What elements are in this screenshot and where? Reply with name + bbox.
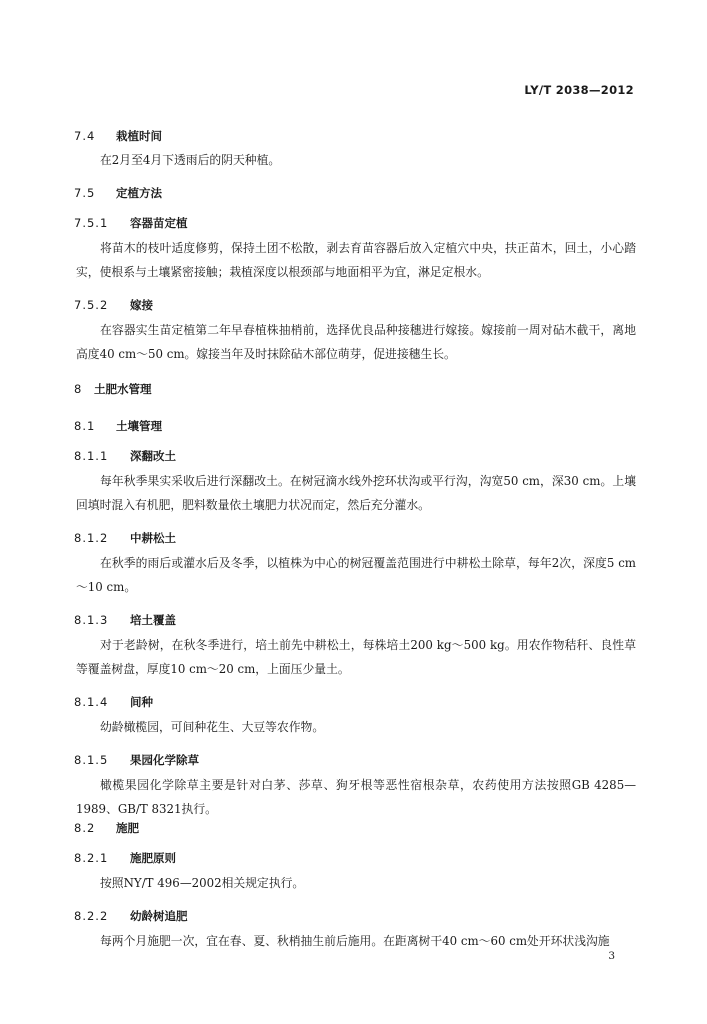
paragraph: 对于老龄树，在秋冬季进行，培土前先中耕松土，每株培土200 kg～500 kg。用农作物秸秆、良性草等覆盖树盘，厚度10 cm～20 cm，上面压少量土。 bbox=[76, 638, 636, 676]
section-title: 土壤管理 bbox=[116, 419, 162, 433]
paragraph: 按照NY/T 496—2002相关规定执行。 bbox=[100, 876, 305, 890]
standard-code: LY/T 2038—2012 bbox=[524, 83, 634, 97]
section-number: 8.2.2 bbox=[74, 909, 109, 923]
section-heading bbox=[74, 530, 176, 546]
paragraph: 在容器实生苗定植第二年早春植株抽梢前，选择优良品种接穗进行嫁接。嫁接前一周对砧木截干，离地高度40 cm～50 cm。嫁接当年及时抹除砧木部位萌芽，促进接穗生长。 bbox=[76, 323, 636, 361]
section-number: 8.1.4 bbox=[74, 695, 109, 709]
section-number: 8.1.1 bbox=[74, 449, 109, 463]
section-title: 中耕松土 bbox=[130, 531, 176, 545]
section-title: 幼龄树追肥 bbox=[130, 909, 188, 923]
section-heading bbox=[74, 128, 162, 144]
section-title: 嫁接 bbox=[130, 298, 153, 312]
section-number: 8.1.5 bbox=[74, 753, 109, 767]
section-number: 8.1.3 bbox=[74, 613, 109, 627]
section-heading bbox=[74, 215, 188, 231]
paragraph: 每两个月施肥一次，宜在春、夏、秋梢抽生前后施用。在距离树干40 cm～60 cm处开环状浅沟施 bbox=[100, 934, 610, 948]
section-heading bbox=[74, 418, 162, 434]
page-number: 3 bbox=[608, 950, 615, 962]
section-number: 7.4 bbox=[74, 129, 96, 143]
paragraph: 在2月至4月下透雨后的阴天种植。 bbox=[100, 153, 281, 167]
paragraph: 幼龄橄榄园，可间种花生、大豆等农作物。 bbox=[100, 720, 325, 734]
section-number: 8.1 bbox=[74, 419, 96, 433]
section-number: 7.5.2 bbox=[74, 298, 109, 312]
section-title: 栽植时间 bbox=[116, 129, 162, 143]
paragraph: 在秋季的雨后或灌水后及冬季，以植株为中心的树冠覆盖范围进行中耕松土除草，每年2次，深度5 cm～10 cm。 bbox=[76, 556, 636, 594]
section-title: 间种 bbox=[130, 695, 153, 709]
section-number: 8.2.1 bbox=[74, 851, 109, 865]
section-title: 施肥原则 bbox=[130, 851, 176, 865]
paragraph: 每年秋季果实采收后进行深翻改土。在树冠滴水线外挖环状沟或平行沟，沟宽50 cm，深30 cm。上壤回填时混入有机肥，肥料数量依土壤肥力状况而定，然后充分灌水。 bbox=[76, 474, 636, 512]
section-number: 7.5.1 bbox=[74, 216, 109, 230]
section-heading bbox=[74, 381, 152, 397]
section-title: 土肥水管理 bbox=[94, 382, 152, 396]
section-heading bbox=[74, 752, 199, 768]
section-heading bbox=[74, 820, 139, 836]
section-heading bbox=[74, 694, 153, 710]
section-heading bbox=[74, 185, 162, 201]
section-heading bbox=[74, 297, 153, 313]
section-heading bbox=[74, 850, 176, 866]
paragraph: 橄榄果园化学除草主要是针对白茅、莎草、狗牙根等恶性宿根杂草，农药使用方法按照GB 4285—1989、GB/T 8321执行。 bbox=[76, 778, 636, 816]
section-number: 8.2 bbox=[74, 821, 96, 835]
section-number: 8 bbox=[74, 382, 83, 396]
section-number: 7.5 bbox=[74, 186, 96, 200]
section-number: 8.1.2 bbox=[74, 531, 109, 545]
section-title: 培土覆盖 bbox=[130, 613, 176, 627]
paragraph: 将苗木的枝叶适度修剪，保持土团不松散，剥去育苗容器后放入定植穴中央，扶正苗木，回土，小心踏实，使根系与土壤紧密接触；栽植深度以根颈部与地面相平为宜，淋足定根水。 bbox=[76, 241, 636, 279]
section-title: 定植方法 bbox=[116, 186, 162, 200]
section-title: 容器苗定植 bbox=[130, 216, 188, 230]
section-heading bbox=[74, 908, 188, 924]
section-heading bbox=[74, 448, 176, 464]
section-heading bbox=[74, 612, 176, 628]
section-title: 施肥 bbox=[116, 821, 139, 835]
section-title: 深翻改土 bbox=[130, 449, 176, 463]
section-title: 果园化学除草 bbox=[130, 753, 199, 767]
